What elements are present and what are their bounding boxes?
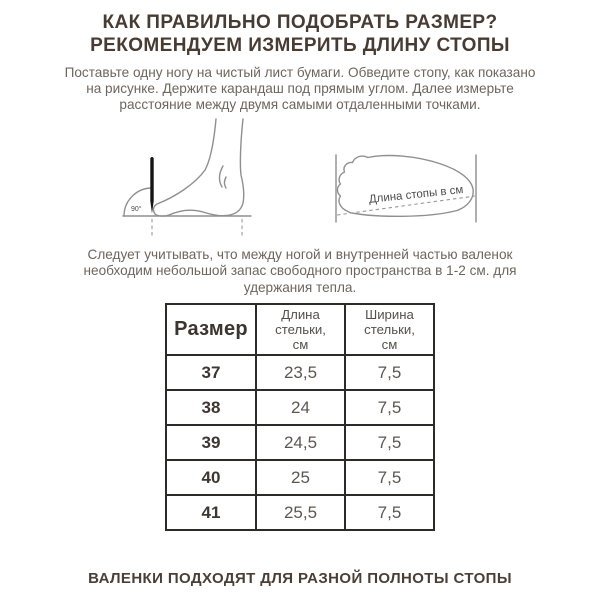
- header-insole-length: Длина стельки, см: [256, 304, 345, 356]
- size-value: 39: [166, 425, 256, 460]
- size-value: 38: [166, 390, 256, 425]
- table-row: [166, 390, 434, 425]
- insole-width-value: 7,5: [345, 425, 434, 460]
- instruction-measure-text: Поставьте одну ногу на чистый лист бумаги. Обведите стопу, как показано на рисунке. Держите карандаш под прямым углом. Далее измерьте расстояние между двумя самыми отдаленными точками.: [64, 65, 536, 113]
- table-row: [166, 425, 434, 460]
- page-title-line-1: КАК ПРАВИЛЬНО ПОДОБРАТЬ РАЗМЕР?: [102, 12, 498, 33]
- insole-width-value: 7,5: [345, 495, 434, 530]
- instruction-allowance-text: Следует учитывать, что между ногой и внутренней частью валенок необходим небольшой запас свободного пространства в 1-2 см. для удержания тепла.: [83, 247, 517, 295]
- ankle-detail: [219, 166, 226, 188]
- table-row: [166, 495, 434, 530]
- insole-length-value: 24: [256, 390, 345, 425]
- header-size: Размер: [166, 304, 256, 356]
- footer-note: ВАЛЕНКИ ПОДХОДЯТ ДЛЯ РАЗНОЙ ПОЛНОТЫ СТОПЫ: [88, 570, 512, 588]
- size-value: 40: [166, 460, 256, 495]
- illustration-row: [0, 117, 600, 239]
- size-table-header-row: [166, 304, 434, 356]
- pencil-icon: [150, 157, 153, 214]
- insole-length-value: 25: [256, 460, 345, 495]
- foot-side-outline: [153, 119, 243, 216]
- page-title-line-2: РЕКОМЕНДУЕМ ИЗМЕРИТЬ ДЛИНУ СТОПЫ: [90, 35, 510, 57]
- insole-width-value: 7,5: [345, 390, 434, 425]
- size-value: 41: [166, 495, 256, 530]
- insole-width-value: 7,5: [345, 355, 434, 390]
- foot-side-sketch: [119, 117, 255, 239]
- insole-length-value: 23,5: [256, 355, 345, 390]
- foot-top-sketch: [331, 152, 481, 230]
- foot-length-label: Длина стопы в см: [368, 184, 464, 207]
- page-title: [0, 11, 600, 57]
- header-insole-width: Ширина стельки, см: [345, 304, 434, 356]
- angle-label: 90°: [131, 206, 142, 214]
- insole-length-value: 24,5: [256, 425, 345, 460]
- size-value: 37: [166, 355, 256, 390]
- size-table: [165, 303, 435, 532]
- insole-length-value: 25,5: [256, 495, 345, 530]
- insole-width-value: 7,5: [345, 460, 434, 495]
- table-row: [166, 460, 434, 495]
- table-row: [166, 355, 434, 390]
